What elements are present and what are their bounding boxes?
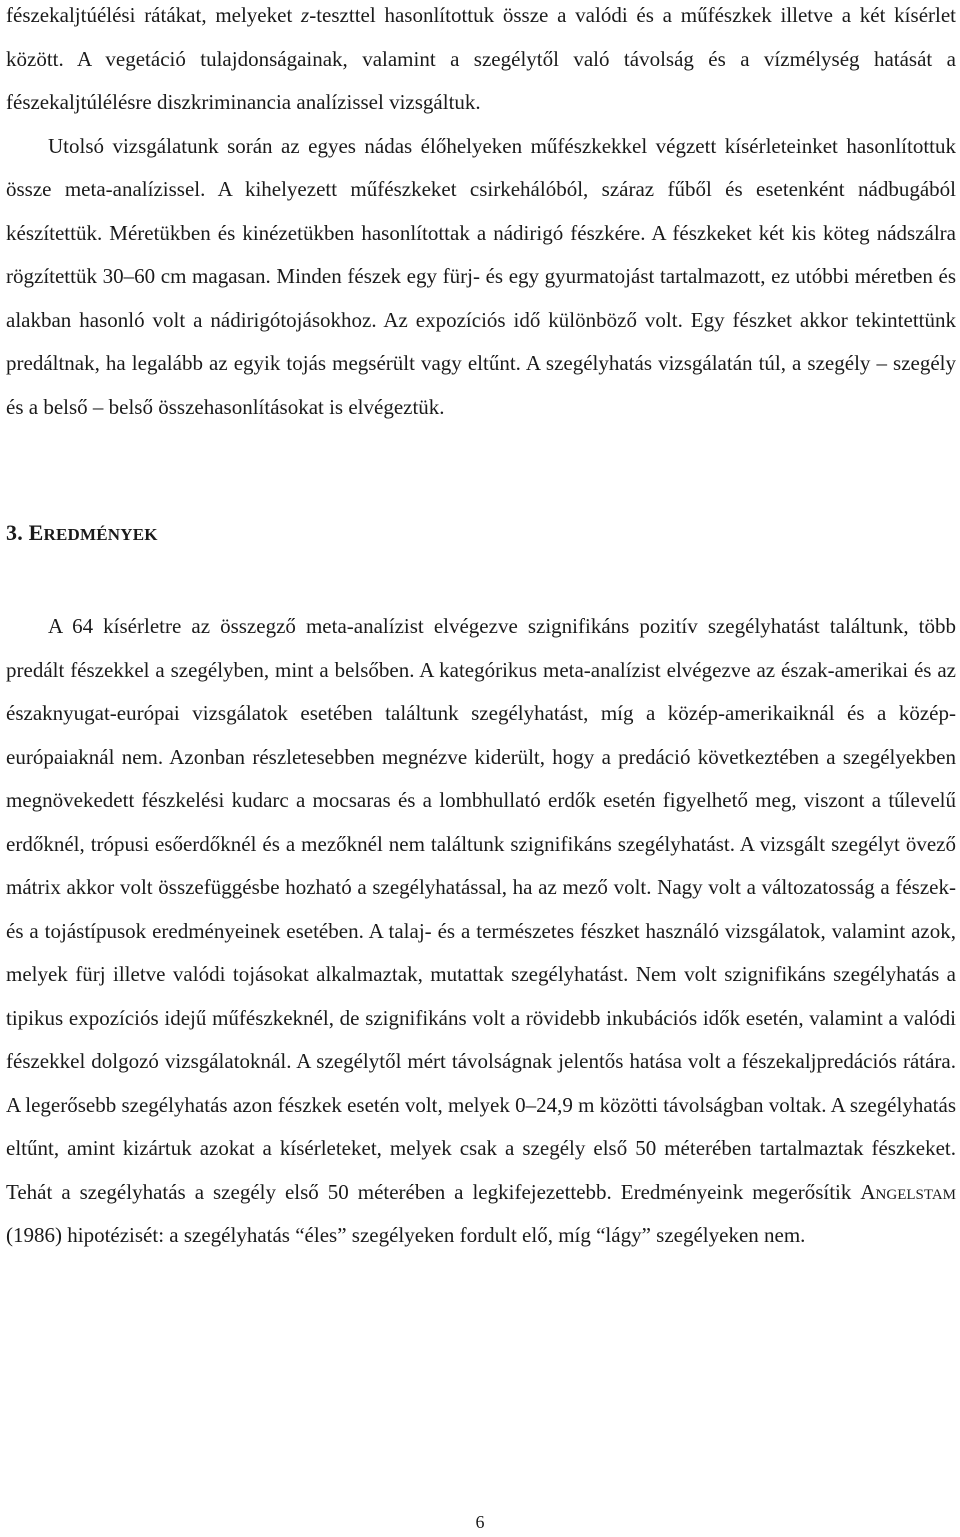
methods-meta-analysis-text: Utolsó vizsgálatunk során az egyes nádas élőhelyeken műfészkekkel végzett kísérleteinket hasonlítottuk össze meta-analízissel. A kihelyezett műfészkeket csirkehálóból, száraz fűből és esetenként nádbugából készítettük. Méretükben és kinézetükben hasonlítottak a nádirigó fészkére. A fészkeket két kis köteg nádszálra rögzítettük 30–60 cm magasan. Minden fészek egy fürj- és egy gyurmatojást tartalmazott, ez utóbbi méretben és alakban hasonló volt a nádirigótojásokhoz. Az expozíciós idő különböző volt. Egy fészket akkor tekintettünk predáltnak, ha legalább az egyik tojás megsérült vagy eltűnt. A szegélyhatás vizsgálatán túl, a szegély – szegély és a belső – belső összehasonlításokat is elvégeztük. [6,133,956,419]
cited-author: Angelstam [860,1179,956,1204]
results-text: A 64 kísérletre az összegző meta-analízist elvégezve szignifikáns pozitív szegélyhatást találtunk, több predált fészekkel a szegélyben, mint a belsőben. A kategórikus meta-analízist elvégezve az észak-amerikai és az északnyugat-európai vizsgálatok esetében találtunk szegélyhatást, míg a közép-amerikaiknál és a közép-európaiaknál nem. Azonban részletesebben megnézve kiderült, hogy a predáció következtében a szegélyekben megnövekedett fészkelési kudarc a mocsaras és a lombhullató erdők esetén figyelhető meg, viszont a tűlevelű erdőknél, trópusi esőerdőknél és a mezőknél nem találtunk szignifikáns szegélyhatást. A vizsgált szegélyt övező mátrix akkor volt összefüggésbe hozható a szegélyhatással, ha az mező volt. Nagy volt a változatosság a fészek- és a tojástípusok eredményeinek esetében. A talaj- és a természetes fészket használó vizsgálatok, valamint azok, melyek fürj illetve valódi tojásokat alkalmaztak, mutattak szegélyhatást. Nem volt szignifikáns szegélyhatás a tipikus expozíciós idejű műfészkeknél, de szignifikáns volt a rövidebb inkubációs idők esetén, valamint a valódi fészekkel dolgozó vizsgálatoknál. A szegélytől mért távolságnak jelentős hatása volt a fészekaljpredációs rátára. A legerősebb szegélyhatás azon fészkek esetén volt, melyek 0–24,9 m közötti távolságban voltak. A szegélyhatás eltűnt, amint kizártuk azokat a kísérleteket, melyek csak a szegély első 50 méterében tartalmaztak fészkeket. Tehát a szegélyhatás a szegély első 50 méterében a legkifejezettebb. Eredményeink megerősítik [6,614,956,1204]
section-title-initial: E [28,520,44,545]
methods-paragraph [6,0,956,429]
methods-text-start: fészekaljtúélési rátákat, melyeket [6,3,302,27]
section-heading [6,520,158,546]
z-test-italic: z [301,3,310,27]
section-number: 3. [6,520,23,545]
section-title-rest: REDMÉNYEK [43,525,158,544]
methods-text-continued: -teszttel hasonlítottuk össze a valódi és a műfészkek illetve a két kísérlet között. A vegetáció tulajdonságainak, valamint a szegélytől való távolság és a vízmélység hatását a fészekaljtúlélésre diszkriminancia analízissel vizsgáltuk. [6,3,956,114]
results-paragraph [6,605,956,1258]
results-text-end: (1986) hipotézisét: a szegélyhatás “éles” szegélyeken fordult elő, míg “lágy” szegélyeken nem. [6,1223,806,1247]
page-number: 6 [475,1512,485,1532]
